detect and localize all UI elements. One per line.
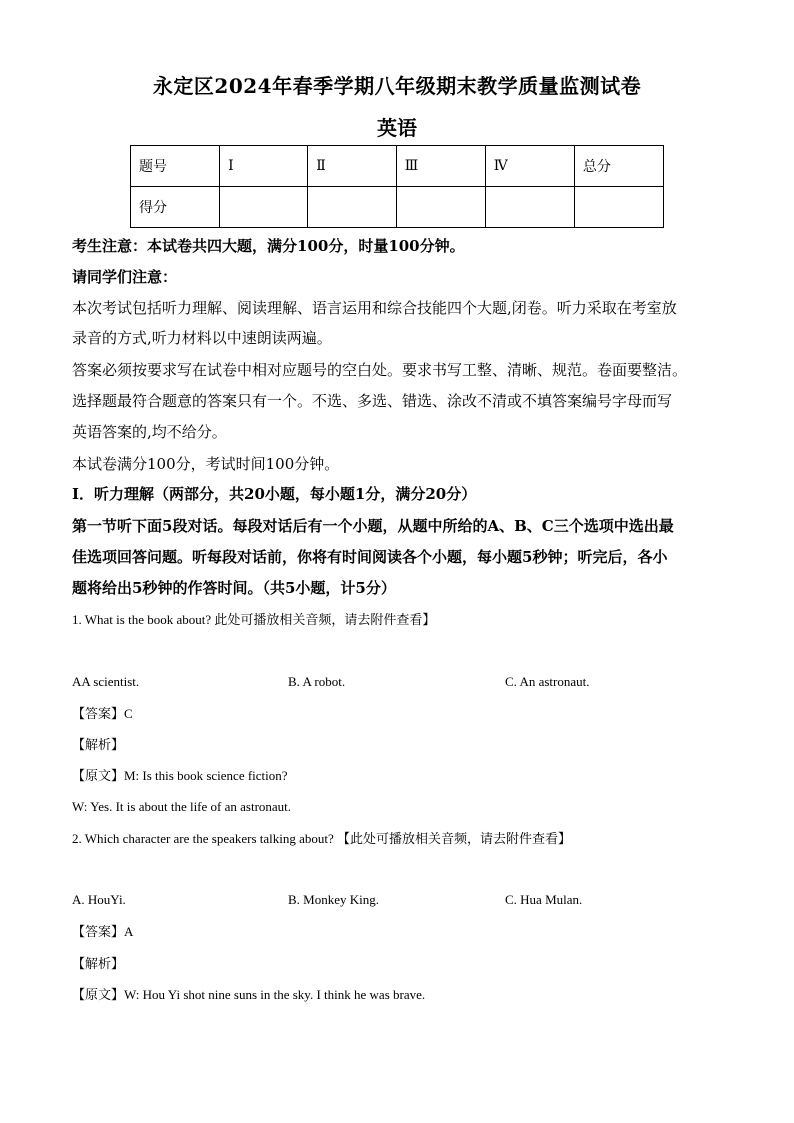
analysis-label: 【解析】	[72, 737, 125, 752]
option-c: C. Hua Mulan.	[505, 892, 583, 907]
transcript-line: 【原文】W: Hou Yi shot nine suns in the sky. I think he was brave.	[72, 987, 426, 1002]
score-cell: 得分	[131, 187, 220, 228]
option-c: C. An astronaut.	[505, 674, 590, 689]
analysis-label: 【解析】	[72, 956, 125, 971]
score-cell: Ⅰ	[220, 146, 308, 187]
section-heading: Ⅰ．听力理解（两部分，共20小题，每小题1分，满分20分）	[72, 485, 477, 503]
score-cell: Ⅲ	[396, 146, 485, 187]
transcript-line: 【原文】M: Is this book science fiction?	[72, 768, 288, 783]
notice-text: 录音的方式,听力材料以中速朗读两遍。	[72, 329, 332, 347]
exam-title: 永定区2024年春季学期八年级期末教学质量监测试卷	[152, 74, 642, 98]
score-cell: 总分	[574, 146, 663, 187]
exam-notice: 考生注意：本试卷共四大题，满分100分，时量100分钟。	[72, 237, 465, 255]
score-cell	[396, 187, 485, 228]
subject-title: 英语	[377, 116, 417, 140]
score-table-header-row	[131, 146, 664, 187]
notice-text: 本次考试包括听力理解、阅读理解、语言运用和综合技能四个大题,闭卷。听力采取在考室放	[72, 299, 677, 317]
option-a: A. HouYi.	[72, 892, 126, 907]
score-table-score-row	[131, 187, 664, 228]
score-cell: 题号	[131, 146, 220, 187]
score-cell: Ⅱ	[308, 146, 397, 187]
answer-label: 【答案】C	[72, 706, 133, 721]
notice-text: 英语答案的,均不给分。	[72, 423, 227, 441]
transcript-line: W: Yes. It is about the life of an astronaut.	[72, 799, 292, 814]
notice-heading: 请同学们注意：	[72, 268, 178, 286]
score-cell: Ⅳ	[485, 146, 574, 187]
score-cell	[485, 187, 574, 228]
section-intro: 佳选项回答问题。听每段对话前，你将有时间阅读各个小题，每小题5秒钟；听完后，各小	[72, 548, 668, 566]
score-cell	[574, 187, 663, 228]
score-table	[130, 145, 664, 228]
option-b: B. Monkey King.	[288, 892, 379, 907]
section-intro: 第一节听下面5段对话。每段对话后有一个小题，从题中所给的A、B、C三个选项中选出最	[72, 517, 674, 535]
question-stem: 2. Which character are the speakers talking about? 【此处可播放相关音频，请去附件查看】	[72, 831, 572, 846]
notice-text: 本试卷满分100分，考试时间100分钟。	[72, 455, 340, 473]
score-cell	[308, 187, 397, 228]
option-a: AA scientist.	[72, 674, 140, 689]
question-stem: 1. What is the book about? 此处可播放相关音频，请去附件查看】	[72, 612, 436, 627]
notice-text: 选择题最符合题意的答案只有一个。不选、多选、错选、涂改不清或不填答案编号字母而写	[72, 392, 673, 410]
option-b: B. A robot.	[288, 674, 346, 689]
section-intro: 题将给出5秒钟的作答时间。（共5小题，计5分）	[72, 579, 396, 597]
answer-label: 【答案】A	[72, 924, 134, 939]
notice-text: 答案必须按要求写在试卷中相对应题号的空白处。要求书写工整、清晰、规范。卷面要整洁。	[72, 361, 688, 379]
score-cell	[220, 187, 308, 228]
